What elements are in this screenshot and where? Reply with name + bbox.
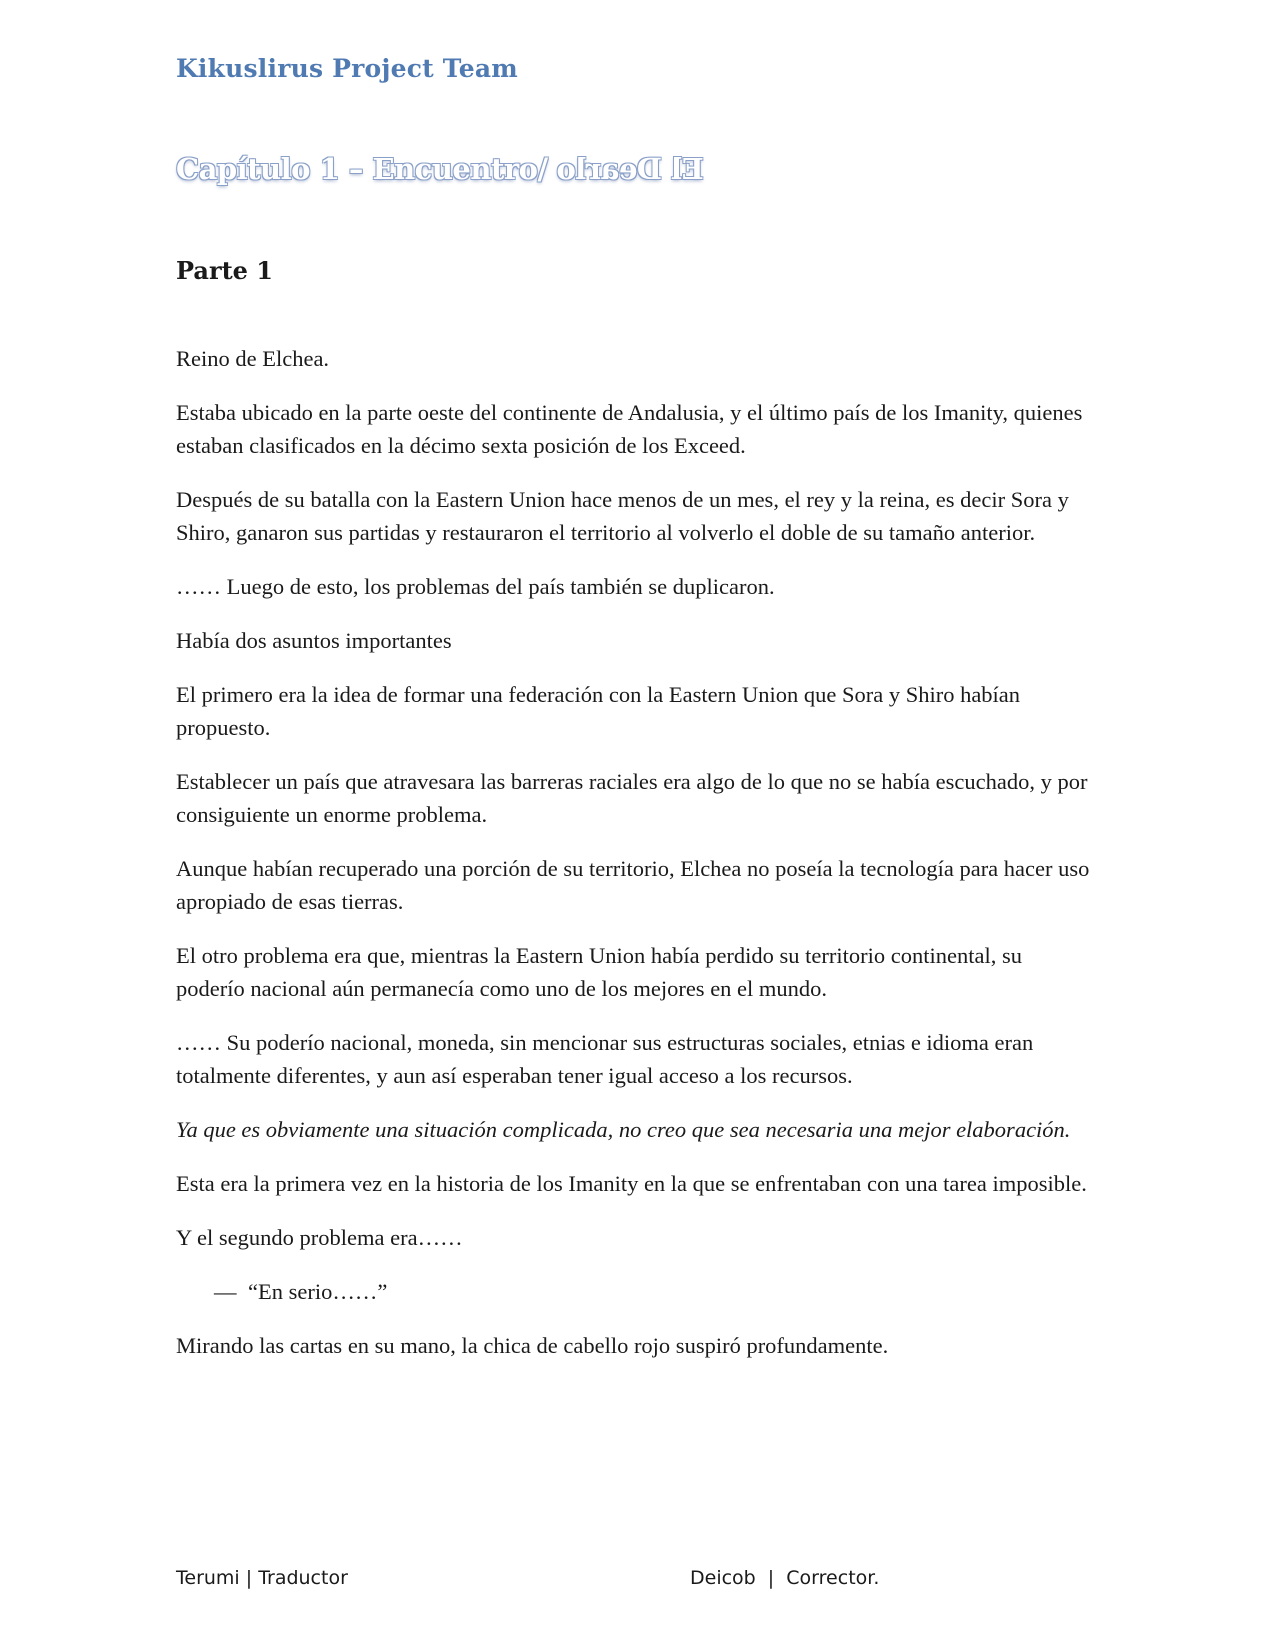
chapter-title-mirrored: El Dearlo xyxy=(557,152,704,186)
paragraph: Y el segundo problema era…… xyxy=(176,1225,463,1250)
paragraph: …… Luego de esto, los problemas del país también se duplicaron. xyxy=(176,574,775,599)
footer-corrector: Deicob | Corrector. xyxy=(690,1567,880,1589)
header-team-name: Kikuslirus Project Team xyxy=(176,54,518,83)
dialog-text: “En serio……” xyxy=(248,1279,388,1304)
paragraph-italic: Ya que es obviamente una situación complicada, no creo que sea necesaria una mejor elaboración. xyxy=(176,1117,1071,1142)
footer-translator: Terumi | Traductor xyxy=(176,1567,348,1589)
paragraph: El otro problema era que, mientras la Eastern Union había perdido su territorio continental, su poderío nacional aún permanecía como uno de los mejores en el mundo. xyxy=(176,943,1022,1001)
paragraph: Estaba ubicado en la parte oeste del continente de Andalusia, y el último país de los Imanity, quienes estaban clasificados en la décimo sexta posición de los Exceed. xyxy=(176,400,1083,458)
chapter-title xyxy=(176,152,704,186)
paragraph: …… Su poderío nacional, moneda, sin mencionar sus estructuras sociales, etnias e idioma eran totalmente diferentes, y aun así esperaban tener igual acceso a los recursos. xyxy=(176,1030,1034,1088)
paragraph: Esta era la primera vez en la historia de los Imanity en la que se enfrentaban con una tarea imposible. xyxy=(176,1171,1087,1196)
dialog-line xyxy=(176,1275,1096,1308)
paragraph: Reino de Elchea. xyxy=(176,346,330,371)
body-text xyxy=(176,342,1096,1383)
part-heading: Parte 1 xyxy=(176,256,274,285)
dialog-dash: — xyxy=(214,1279,237,1304)
paragraph: Después de su batalla con la Eastern Union hace menos de un mes, el rey y la reina, es decir Sora y Shiro, ganaron sus partidas y restauraron el territorio al volverlo el doble de su tamaño anterior. xyxy=(176,487,1069,545)
paragraph: Había dos asuntos importantes xyxy=(176,628,452,653)
paragraph: Establecer un país que atravesara las barreras raciales era algo de lo que no se había escuchado, y por consiguiente un enorme problema. xyxy=(176,769,1088,827)
paragraph: Mirando las cartas en su mano, la chica de cabello rojo suspiró profundamente. xyxy=(176,1333,889,1358)
chapter-title-main: Capítulo 1 – Encuentro/ xyxy=(176,152,558,186)
paragraph: El primero era la idea de formar una federación con la Eastern Union que Sora y Shiro habían propuesto. xyxy=(176,682,1021,740)
paragraph: Aunque habían recuperado una porción de su territorio, Elchea no poseía la tecnología para hacer uso apropiado de esas tierras. xyxy=(176,856,1090,914)
